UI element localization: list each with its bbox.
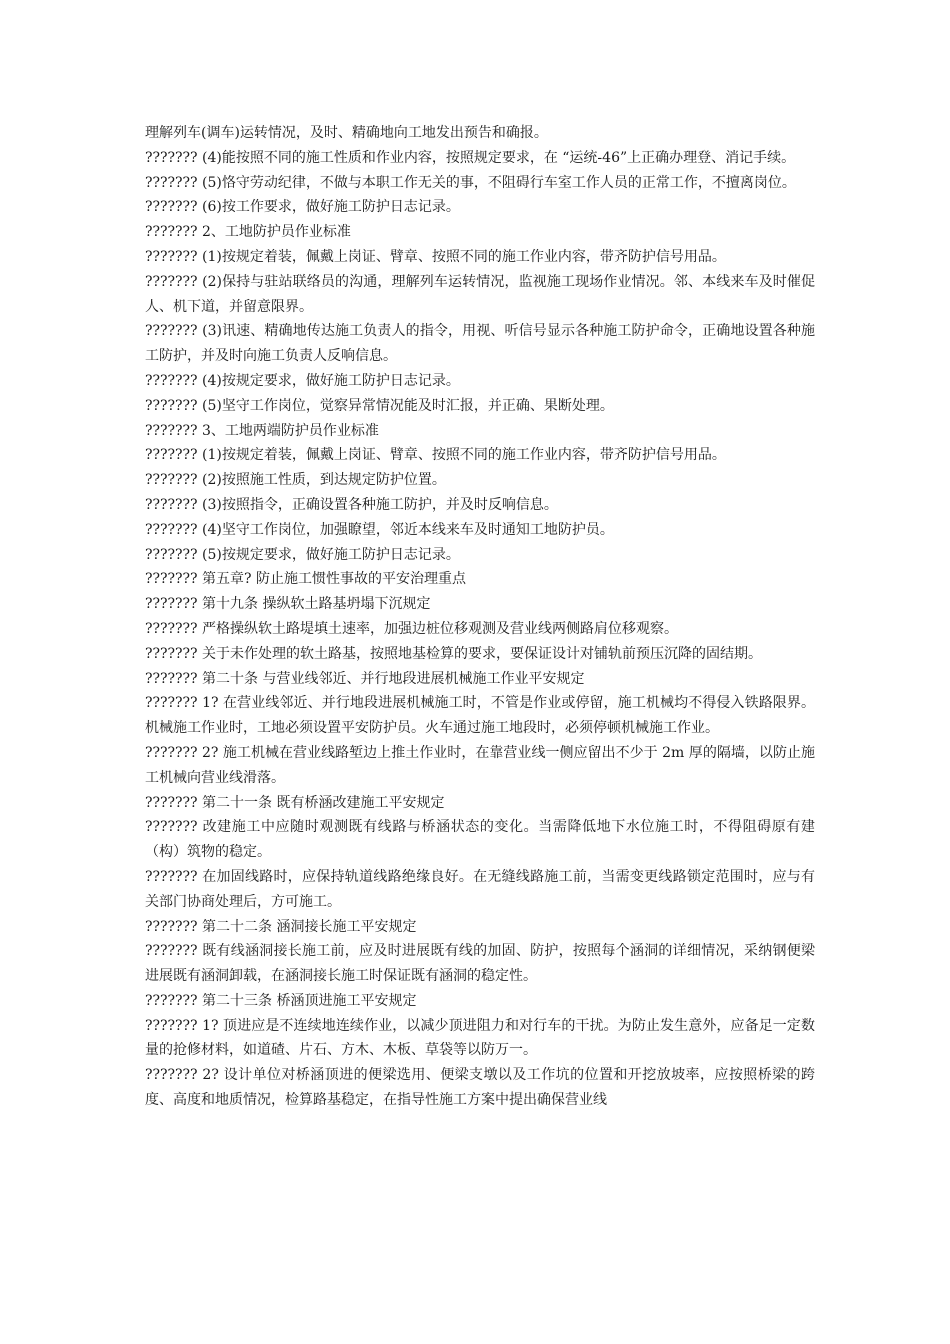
body-paragraph: ??????? (4)坚守工作岗位，加强瞭望，邻近本线来车及时通知工地防护员。 [145, 521, 614, 538]
body-paragraph: ??????? 改建施工中应随时观测既有线路与桥涵状态的变化。当需降低地下水位施工时，不得阻碍原有建（构）筑物的稳定。 [145, 819, 815, 861]
body-paragraph: ??????? (1)按规定着装，佩戴上岗证、臂章、按照不同的施工作业内容，带齐防护信号用品。 [145, 447, 726, 464]
body-paragraph: ??????? 1? 在营业线邻近、并行地段进展机械施工时，不管是作业或停留，施工机械均不得侵入铁路限界。机械施工作业时，工地必须设置平安防护员。火车通过施工地段时，必须停顿机械施工作业。 [145, 695, 815, 737]
body-paragraph: ??????? 第二十三条 桥涵顶进施工平安规定 [145, 992, 417, 1009]
body-paragraph: ??????? (5)按规定要求，做好施工防护日志记录。 [145, 546, 460, 563]
body-paragraph: ??????? (2)保持与驻站联络员的沟通，理解列车运转情况，监视施工现场作业情况。邻、本线来车及时催促人、机下道，并留意限界。 [145, 273, 815, 315]
body-paragraph: ??????? 第二十二条 涵洞接长施工平安规定 [145, 918, 417, 935]
body-paragraph: ??????? 关于未作处理的软土路基，按照地基检算的要求，要保证设计对铺轨前预压沉降的固结期。 [145, 645, 762, 662]
body-paragraph: ??????? (3)按照指令，正确设置各种施工防护，并及时反响信息。 [145, 496, 558, 513]
body-paragraph: 理解列车(调车)运转情况，及时、精确地向工地发出预告和确报。 [145, 125, 548, 141]
body-paragraph: ??????? 第五章? 防止施工惯性事故的平安治理重点 [145, 571, 466, 588]
body-paragraph: ??????? 第十九条 操纵软土路基坍塌下沉规定 [145, 596, 431, 613]
body-paragraph: ??????? (6)按工作要求，做好施工防护日志记录。 [145, 199, 460, 216]
body-paragraph: ??????? (4)按规定要求，做好施工防护日志记录。 [145, 372, 460, 389]
body-paragraph: ??????? 2? 施工机械在营业线路堑边上推土作业时，在靠营业线一侧应留出不少于 2m 厚的隔墙，以防止施工机械向营业线滑落。 [145, 744, 815, 786]
body-paragraph: ??????? (4)能按照不同的施工性质和作业内容，按照规定要求，在 “运统-46”上正确办理登、消记手续。 [145, 149, 796, 166]
body-paragraph: ??????? (5)坚守工作岗位，觉察异常情况能及时汇报，并正确、果断处理。 [145, 397, 614, 414]
body-paragraph: ??????? 既有线涵洞接长施工前，应及时进展既有线的加固、防护，按照每个涵洞的详细情况，采纳钢便梁进展既有涵洞卸载，在涵洞接长施工时保证既有涵洞的稳定性。 [145, 943, 815, 985]
body-paragraph: ??????? 第二十条 与营业线邻近、并行地段进展机械施工作业平安规定 [145, 670, 585, 687]
body-paragraph: ??????? (3)讯速、精确地传达施工负责人的指令，用视、听信号显示各种施工防护命令，正确地设置各种施工防护，并及时向施工负责人反响信息。 [145, 323, 815, 365]
body-paragraph: ??????? (5)恪守劳动纪律，不做与本职工作无关的事，不阻碍行车室工作人员的正常工作，不擅离岗位。 [145, 174, 796, 191]
body-paragraph: ??????? 严格操纵软土路堤填土速率，加强边桩位移观测及营业线两侧路肩位移观察。 [145, 620, 678, 637]
body-paragraph: ??????? (2)按照施工性质，到达规定防护位置。 [145, 472, 446, 489]
body-paragraph: ??????? 2? 设计单位对桥涵顶进的便梁选用、便梁支墩以及工作坑的位置和开挖放坡率，应按照桥梁的跨度、高度和地质情况，检算路基稳定，在指导性施工方案中提出确保营业线 [145, 1067, 815, 1109]
body-paragraph: ??????? 1? 顶进应是不连续地连续作业，以减少顶进阻力和对行车的干扰。为防止发生意外，应备足一定数量的抢修材料，如道碴、片石、方木、木板、草袋等以防万一。 [145, 1017, 815, 1059]
body-paragraph: ??????? 在加固线路时，应保持轨道线路绝缘良好。在无缝线路施工前，当需变更线路锁定范围时，应与有关部门协商处理后，方可施工。 [145, 868, 815, 910]
body-paragraph: ??????? 2、工地防护员作业标准 [145, 224, 351, 241]
body-paragraph: ??????? 第二十一条 既有桥涵改建施工平安规定 [145, 794, 445, 811]
document-body [145, 121, 815, 1113]
body-paragraph: ??????? 3、工地两端防护员作业标准 [145, 422, 379, 439]
body-paragraph: ??????? (1)按规定着装，佩戴上岗证、臂章、按照不同的施工作业内容，带齐防护信号用品。 [145, 248, 726, 265]
